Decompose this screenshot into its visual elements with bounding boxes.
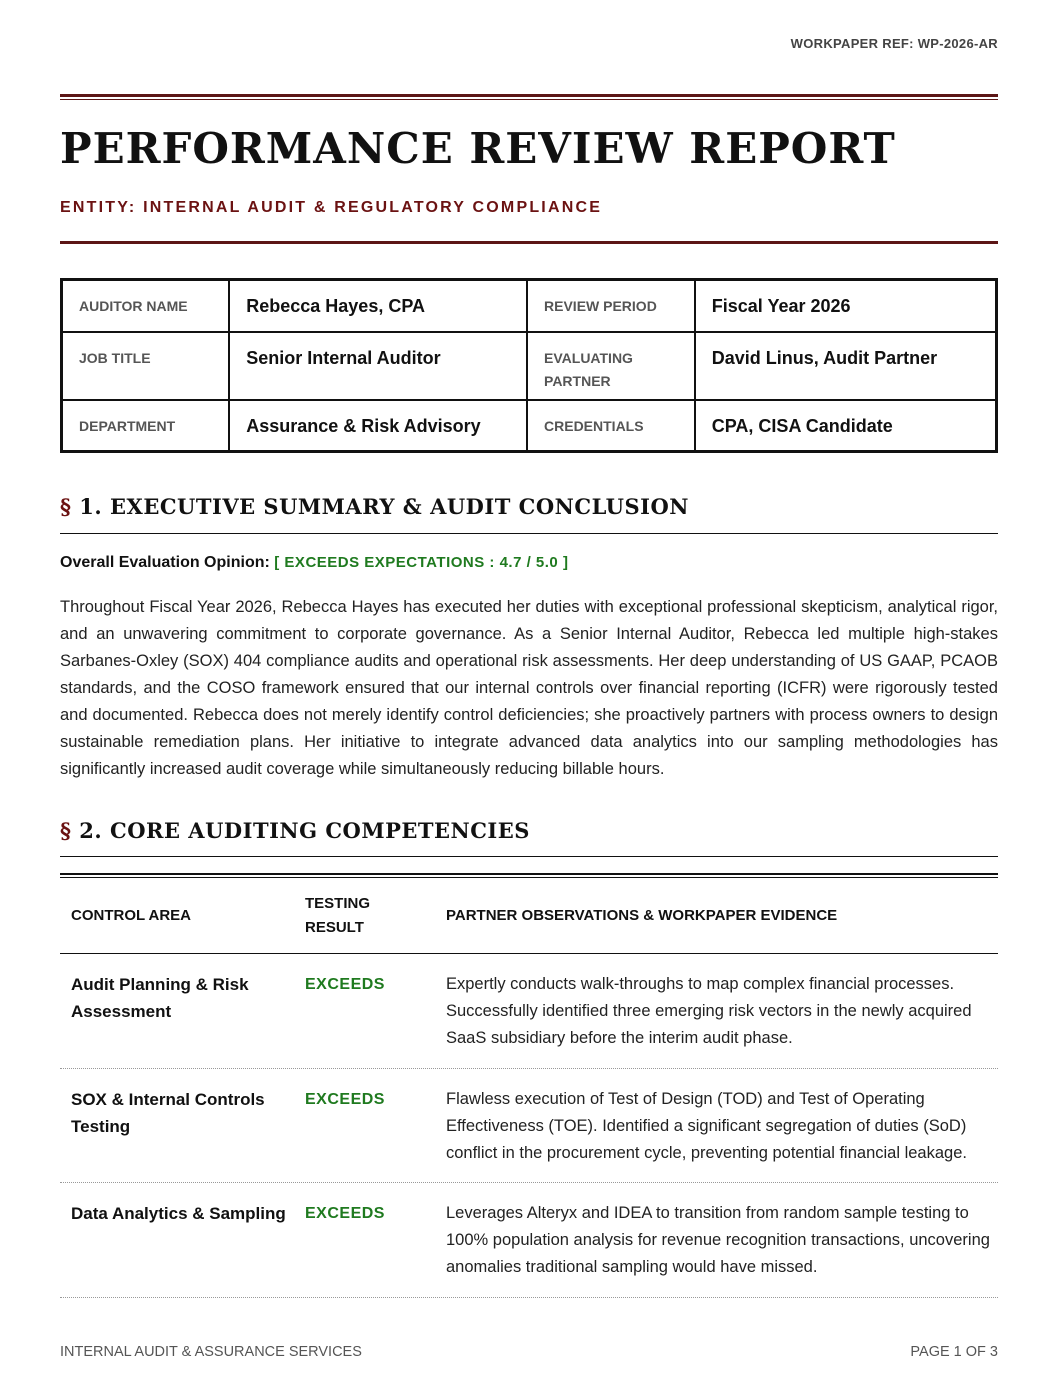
row-divider [60,1182,998,1183]
column-header-observations: PARTNER OBSERVATIONS & WORKPAPER EVIDENCE [446,907,838,924]
evaluating-partner-label [527,332,695,400]
testing-result: EXCEEDS [305,1091,385,1108]
section-2-title: 2. CORE AUDITING COMPETENCIES [79,818,530,843]
job-title-label: JOB TITLE [62,332,230,400]
department-value: Assurance & Risk Advisory [229,400,527,452]
title-rule [60,241,998,244]
review-period-value: Fiscal Year 2026 [695,280,997,332]
credentials-label: CREDENTIALS [527,400,695,452]
partner-observation: Leverages Alteryx and IDEA to transition from random sample testing to 100% population analysis for revenue recognition transactions, uncovering anomalies traditional sampling would have missed. [446,1204,990,1276]
auditor-info-table [60,278,998,453]
department-label: DEPARTMENT [62,400,230,452]
partner-observation: Expertly conducts walk-throughs to map complex financial processes. Successfully identified three emerging risk vectors in the newly acquired SaaS subsidiary before the interim audit phase. [446,975,972,1047]
partner-observation: Flawless execution of Test of Design (TOD) and Test of Operating Effectiveness (TOE). Identified a significant segregation of duties (SoD) conflict in the procurement cycle, preventing potential financial leakage. [446,1090,967,1162]
table-top-rule [60,873,998,878]
section-symbol: § [60,494,72,519]
section-2-rule [60,856,998,857]
column-header-result-line2: RESULT [305,919,364,936]
overall-opinion [60,554,568,572]
evaluating-partner-label-line1: EVALUATING [544,349,633,366]
section-symbol: § [60,818,72,843]
row-divider [60,1297,998,1298]
credentials-value: CPA, CISA Candidate [695,400,997,452]
workpaper-ref: WORKPAPER REF: WP-2026-AR [790,36,998,51]
column-header-testing-result [305,892,370,940]
control-area: Data Analytics & Sampling [71,1204,286,1223]
section-1-rule [60,533,998,534]
control-area: Audit Planning & Risk Assessment [71,975,249,1021]
opinion-value: [ EXCEEDS EXPECTATIONS : 4.7 / 5.0 ] [274,554,569,571]
entity-line: ENTITY: INTERNAL AUDIT & REGULATORY COMPLIANCE [60,199,603,216]
column-header-result-line1: TESTING [305,895,371,912]
column-header-control-area: CONTROL AREA [71,907,191,924]
page-number: PAGE 1 OF 3 [910,1344,998,1360]
row-divider [60,1068,998,1069]
auditor-name-label: AUDITOR NAME [62,280,230,332]
report-title: PERFORMANCE REVIEW REPORT [60,124,896,173]
evaluating-partner-value: David Linus, Audit Partner [695,332,997,400]
executive-summary: Throughout Fiscal Year 2026, Rebecca Hayes has executed her duties with exceptional professional skepticism, analytical rigor, and an unwavering commitment to corporate governance. As a Senior Internal Auditor, Rebecca led multiple high-stakes Sarbanes-Oxley (SOX) 404 compliance audits and operational risk assessments. Her deep understanding of US GAAP, PCAOB standards, and the COSO framework ensured that our internal controls over financial reporting (ICFR) were rigorously tested and documented. Rebecca does not merely identify control deficiencies; she proactively partners with process owners to design sustainable remediation plans. Her initiative to integrate advanced data analytics into our sampling methodologies has significantly increased audit coverage while simultaneously reducing billable hours. [60,598,998,778]
control-area: SOX & Internal Controls Testing [71,1090,265,1136]
testing-result: EXCEEDS [305,1205,385,1222]
job-title-value: Senior Internal Auditor [229,332,527,400]
table-header-rule [60,953,998,954]
section-2-heading [60,818,530,843]
header-double-rule [60,94,998,100]
auditor-name-value: Rebecca Hayes, CPA [229,280,527,332]
section-1-title: 1. EXECUTIVE SUMMARY & AUDIT CONCLUSION [79,494,689,519]
opinion-label: Overall Evaluation Opinion: [60,554,270,571]
section-1-heading [60,494,689,519]
footer-department: INTERNAL AUDIT & ASSURANCE SERVICES [60,1344,362,1360]
testing-result: EXCEEDS [305,976,385,993]
review-period-label: REVIEW PERIOD [527,280,695,332]
evaluating-partner-label-line2: PARTNER [544,372,611,389]
